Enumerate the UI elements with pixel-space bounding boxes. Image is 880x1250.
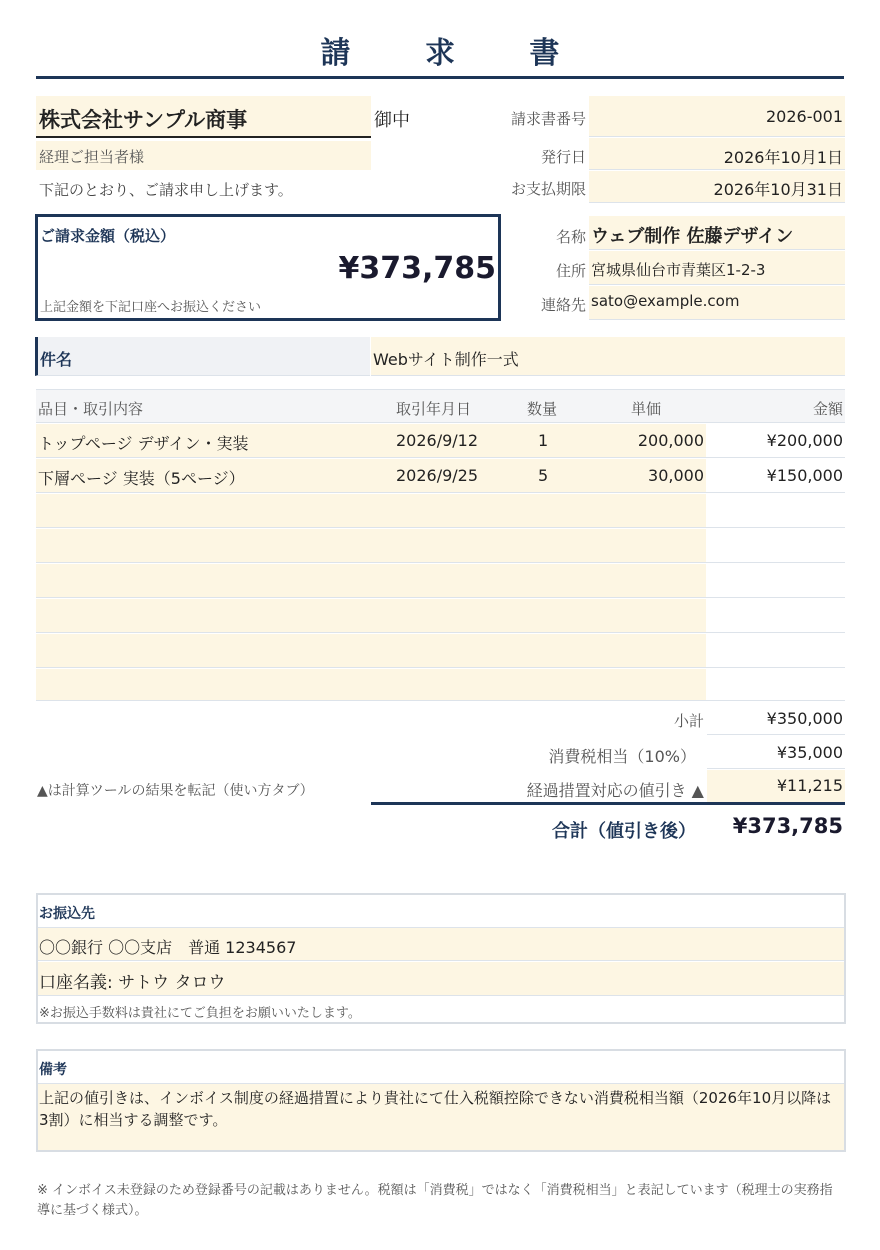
subject-label-cell (35, 337, 370, 376)
row-amount-area (706, 669, 845, 701)
table-row (36, 424, 845, 458)
items-header-row (36, 389, 845, 423)
row-input-area (36, 599, 706, 633)
row-input-area (36, 529, 706, 563)
issuer-name: ウェブ制作 佐藤デザイン (589, 216, 845, 250)
table-row (36, 459, 845, 493)
bank-line1: 〇〇銀行 〇〇支店 普通 1234567 (38, 927, 844, 961)
row-amount-area (706, 599, 845, 633)
header-unit: 単価 (631, 400, 662, 418)
title-rule (36, 76, 844, 79)
row-input-area (36, 669, 706, 701)
row-date: 2026/9/25 (396, 466, 479, 485)
tax-value: ¥35,000 (707, 736, 845, 769)
amount-box (35, 214, 501, 321)
issuer-name-label: 名称 (555, 228, 586, 246)
table-row (36, 599, 845, 633)
row-amount-area (706, 564, 845, 598)
bank-box (36, 893, 846, 1024)
issuer-contact-label: 連絡先 (540, 296, 586, 314)
total-value: ¥373,785 (732, 814, 843, 838)
table-row (36, 494, 845, 528)
client-contact: 経理ご担当者様 (36, 141, 371, 170)
invoice-number-label: 請求書番号 (510, 110, 586, 128)
issue-date: 2026年10月1日 (589, 138, 845, 170)
due-date-label: お支払期限 (510, 180, 586, 198)
header-qty: 数量 (527, 400, 558, 418)
row-input-area (36, 494, 706, 528)
invoice-number: 2026-001 (589, 96, 845, 137)
greeting: 下記のとおり、ご請求申し上げます。 (39, 181, 293, 199)
remarks-box (36, 1049, 846, 1152)
tax-label: 消費税相当（10%） (548, 747, 696, 766)
subject-value: Webサイト制作一式 (371, 337, 845, 376)
row-unit: 200,000 (637, 431, 704, 450)
due-date: 2026年10月31日 (589, 171, 845, 203)
table-row (36, 564, 845, 598)
row-input-area (36, 634, 706, 668)
client-company: 株式会社サンプル商事 (36, 96, 371, 138)
header-date: 取引年月日 (396, 400, 472, 418)
discount-value: ¥11,215 (707, 770, 845, 803)
subtotal-value: ¥350,000 (707, 701, 845, 735)
amount-note: 上記金額を下記口座へお振込ください (40, 300, 262, 315)
row-amount: ¥150,000 (766, 466, 843, 485)
total-label: 合計（値引き後） (552, 821, 696, 842)
subtotal-label: 小計 (673, 712, 704, 730)
issuer-contact: sato@example.com (589, 286, 845, 320)
invoice-title: 請 求 書 (320, 36, 592, 71)
discount-label: 経過措置対応の値引き ▲ (526, 781, 704, 800)
header-amount: 金額 (812, 400, 843, 418)
remarks-text: 上記の値引きは、インボイス制度の経過措置により貴社にて仕入税額控除できない消費税相当額（2026年10月以降は3割）に相当する調整です。 (38, 1083, 844, 1150)
table-row (36, 634, 845, 668)
remarks-heading: 備考 (39, 1062, 67, 1078)
row-qty: 5 (538, 466, 549, 485)
row-item: トップページ デザイン・実装 (38, 434, 249, 453)
bank-line2: 口座名義: サトウ タロウ (38, 962, 844, 996)
row-amount: ¥200,000 (766, 431, 843, 450)
row-item: 下層ページ 実装（5ページ） (38, 469, 245, 488)
issuer-address-label: 住所 (555, 262, 586, 280)
row-amount-area (706, 494, 845, 528)
row-unit: 30,000 (648, 466, 704, 485)
row-amount-area (706, 634, 845, 668)
issuer-address: 宮城県仙台市青葉区1-2-3 (589, 251, 845, 285)
table-row (36, 529, 845, 563)
table-row (36, 669, 845, 701)
total-rule (371, 802, 845, 805)
row-date: 2026/9/12 (396, 431, 479, 450)
bank-note: ※お振込手数料は貴社にてご負担をお願いいたします。 (39, 1006, 361, 1021)
header-item: 品目・取引内容 (38, 400, 144, 418)
tool-note: ▲は計算ツールの結果を転記（使い方タブ） (37, 783, 314, 799)
amount-label: ご請求金額（税込） (40, 227, 176, 245)
client-honorific: 御中 (374, 110, 410, 131)
footer-note: ※ インボイス未登録のため登録番号の記載はありません。税額は「消費税」ではなく「消費税相当」と表記しています（税理士の実務指導に基づく様式）。 (37, 1183, 833, 1218)
bank-heading: お振込先 (39, 906, 95, 922)
items-table-body (36, 424, 845, 701)
row-qty: 1 (538, 431, 549, 450)
row-amount-area (706, 529, 845, 563)
subject-label: 件名 (40, 350, 73, 369)
row-input-area (36, 564, 706, 598)
issue-date-label: 発行日 (540, 148, 586, 166)
amount-value: ¥373,785 (338, 251, 496, 286)
